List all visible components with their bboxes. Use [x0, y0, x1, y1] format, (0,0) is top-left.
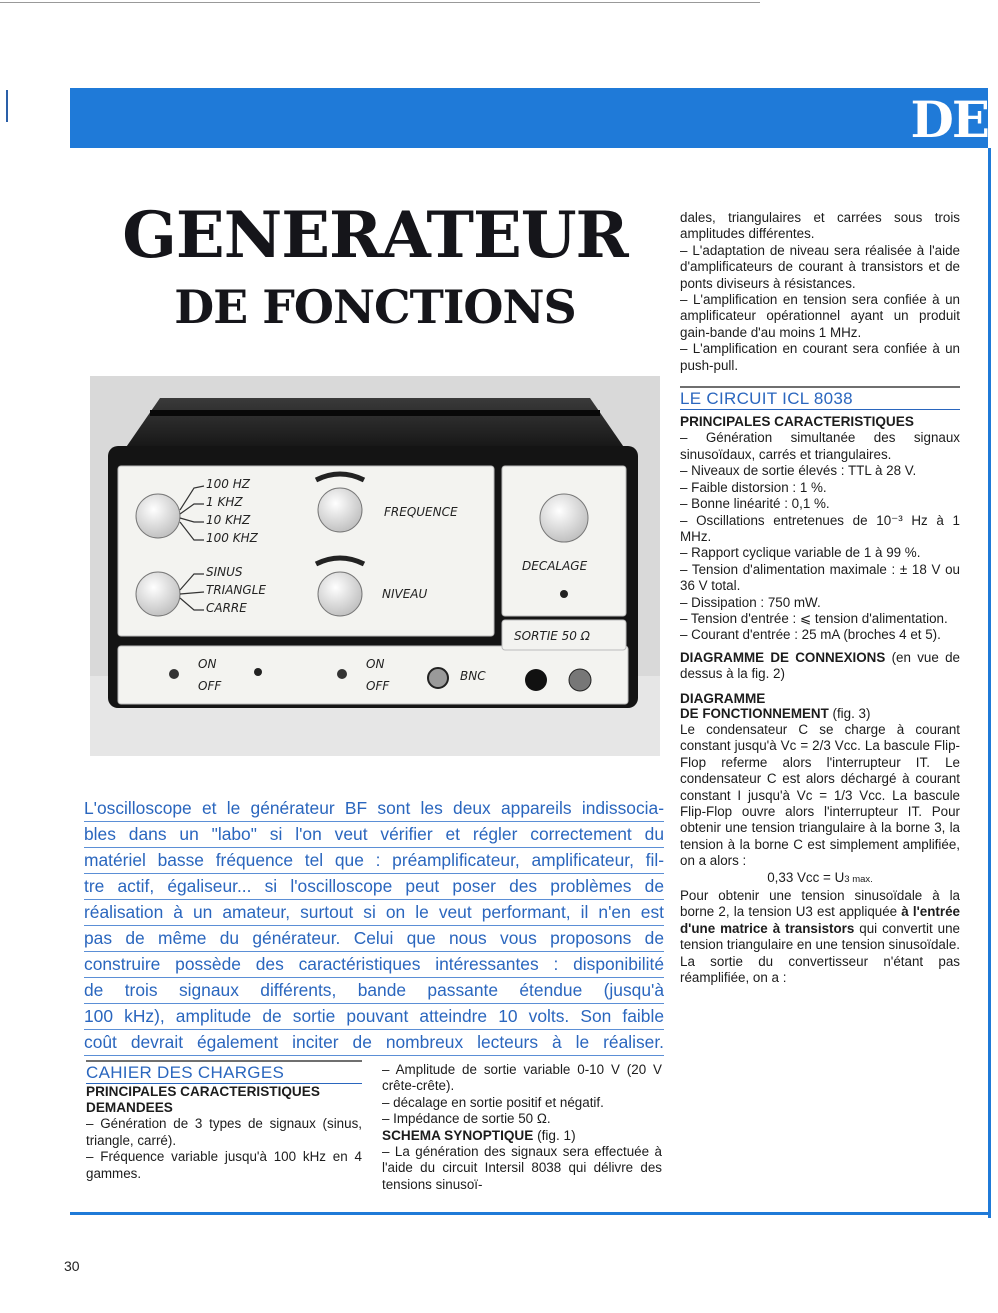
heading-diagramme-connexions: DIAGRAMME DE CONNEXIONS — [680, 649, 886, 665]
level-knob — [318, 572, 362, 616]
spec-item: – Dissipation : 750 mW. — [680, 594, 821, 610]
figure-ref: (fig. 1) — [533, 1127, 576, 1143]
connexions-text: (en vue de dessus à la fig. 2) — [680, 649, 960, 682]
heading-de-fonctionnement: DE FONCTIONNEMENT — [680, 705, 829, 721]
frame-right — [988, 148, 991, 1218]
sinus-bold: à l'entrée d'une matrice à transistors — [680, 904, 960, 936]
header-banner — [70, 88, 988, 148]
wave-label-sinus: SINUS — [206, 565, 243, 579]
generator-photo — [90, 376, 660, 756]
sinus-text-end: qui convertit une tension triangulaire en une tension sinusoïdale. La sortie du convertisseur n'étant pas réamplifiée, on a : — [680, 920, 960, 986]
subheading-principales-caracteristiques: PRINCIPALES CARACTERISTIQUES — [680, 414, 914, 430]
bnc-label: BNC — [460, 669, 486, 683]
intro-line: pas de même du générateur. Celui que nous vous proposons de — [84, 926, 664, 952]
frequency-knob — [318, 488, 362, 532]
top-rule — [0, 2, 760, 3]
formula-triangle — [680, 870, 960, 888]
paragraph: dales, triangulaires et carrées sous trois amplitudes différentes. — [680, 210, 960, 242]
formula-main: 0,33 Vcc = U — [767, 869, 845, 885]
figure-ref: (fig. 3) — [828, 705, 871, 721]
paragraph-generation: – La génération des signaux sera effectuée à l'aide du circuit Intersil 8038 qui délivre des tensions sinusoï- — [382, 1144, 662, 1192]
spec-item: – Rapport cyclique variable de 1 à 99 %. — [680, 545, 921, 561]
section-rule — [86, 1060, 362, 1062]
subheading-principales-demandees: PRINCIPALES CARACTERISTIQUES DEMANDEES — [86, 1084, 320, 1116]
paragraph-sinus — [680, 888, 960, 986]
wave-label-triangle: TRIANGLE — [206, 583, 266, 597]
spec-item: – Niveaux de sortie élevés : TTL à 28 V. — [680, 463, 917, 479]
switch1-on-label: ON — [198, 657, 217, 671]
heading-circuit-icl8038: LE CIRCUIT ICL 8038 — [680, 391, 960, 410]
heading-cahier-des-charges: CAHIER DES CHARGES — [86, 1065, 362, 1084]
output-terminal-red — [569, 669, 591, 691]
level-label: NIVEAU — [382, 587, 428, 601]
intro-line: réalisation à un amateur, surtout si on le veut performant, il n'en est — [84, 900, 664, 926]
margin-mark — [6, 90, 8, 122]
intro-line: construire possède des caractéristiques intéressantes : disponibilité — [84, 952, 664, 978]
heading-diagramme: DIAGRAMME — [680, 690, 766, 706]
list-item: – Fréquence variable jusqu'à 100 kHz en 4 gammes. — [86, 1149, 362, 1181]
list-item: – Impédance de sortie 50 Ω. — [382, 1111, 551, 1127]
range-label-1khz: 1 KHZ — [206, 495, 243, 509]
list-item: – décalage en sortie positif et négatif. — [382, 1094, 604, 1110]
column-circuit — [680, 210, 960, 986]
paragraph: – L'adaptation de niveau sera réalisée à l'aide d'amplificateurs de courant à transistors et de ponts diviseurs à résistances. — [680, 242, 960, 291]
intro-line: matériel basse fréquence tel que : préamplificateur, amplificateur, fil- — [84, 848, 664, 874]
column-cahier — [86, 1060, 362, 1182]
range-knob — [136, 494, 180, 538]
output-label: SORTIE 50 Ω — [514, 629, 590, 643]
section-rule — [680, 386, 960, 388]
offset-label: DECALAGE — [522, 559, 588, 573]
spec-item: – Oscillations entretenues de 10⁻³ Hz à 1 MHz. — [680, 512, 960, 544]
switch1-off-label: OFF — [198, 679, 222, 693]
spec-item: – Tension d'entrée : ⩽ tension d'alimentation. — [680, 610, 948, 626]
list-item: – Amplitude de sortie variable 0-10 V (20 V crête-crête). — [382, 1062, 662, 1094]
heading-schema-synoptique: SCHEMA SYNOPTIQUE — [382, 1127, 534, 1143]
spec-item: – Faible distorsion : 1 %. — [680, 479, 827, 495]
list-item: – Génération de 3 types de signaux (sinus, triangle, carré). — [86, 1116, 362, 1148]
intro-paragraph — [84, 796, 664, 1056]
page-number: 30 — [64, 1258, 80, 1274]
paragraph: – L'amplification en courant sera confiée à un push-pull. — [680, 341, 960, 373]
range-label-100khz: 100 KHZ — [206, 531, 258, 545]
wave-label-carre: CARRE — [206, 601, 247, 615]
switch2-on-label: ON — [366, 657, 385, 671]
banner-text: DE — [910, 90, 988, 149]
output-terminal-black — [525, 669, 547, 691]
paragraph-fonctionnement: Le condensateur C se charge à courant constant jusqu'à Vc = 2/3 Vcc. La bascule Flip-Flop referme alors l'interrupteur IT. Le condensateur C est alors déchargé à courant constant I jusqu'à Vc = 1/3 Vcc. La bascule Flip-Flop ouvre alors l'interrupteur IT. Pour obtenir une tension triangulaire à la borne 3, la tension à la borne C est simplement amplifiée, on a alors : — [680, 721, 960, 869]
frame-bottom — [70, 1212, 991, 1215]
intro-line: 100 kHz), amplitude de sortie pouvant atteindre 10 volts. Son faible — [84, 1004, 664, 1030]
range-label-100hz: 100 HZ — [206, 477, 250, 491]
frequency-label: FREQUENCE — [384, 505, 458, 519]
intro-line: coût devrait également inciter de nombreux lecteurs à le réaliser. — [84, 1030, 664, 1056]
article-subtitle: DE FONCTIONS — [174, 280, 576, 334]
bnc-connector — [428, 668, 448, 688]
spec-item: – Génération simultanée des signaux sinusoïdaux, carrés et triangulaires. — [680, 430, 960, 462]
spec-item: – Tension d'alimentation maximale : ± 18 V ou 36 V total. — [680, 561, 960, 594]
intro-line: tre actif, égaliseur... si l'oscilloscope peut poser des problèmes de — [84, 874, 664, 900]
range-label-10khz: 10 KHZ — [206, 513, 251, 527]
paragraph: – L'amplification en tension sera confiée à un amplificateur opérationnel ayant un produit gain-bande d'au moins 1 MHz. — [680, 292, 960, 340]
offset-knob — [540, 494, 588, 542]
spec-item: – Bonne linéarité : 0,1 %. — [680, 496, 830, 512]
formula-subscript: 3 max. — [844, 873, 873, 885]
column-synoptique — [382, 1062, 662, 1193]
spec-item: – Courant d'entrée : 25 mA (broches 4 et 5). — [680, 627, 941, 643]
intro-line: bles dans un "labo" si l'on veut vérifier et régler correctement du — [84, 822, 664, 848]
intro-line: de trois signaux différents, bande passante étendue (jusqu'à — [84, 978, 664, 1004]
article-title: GENERATEUR — [122, 198, 628, 273]
sinus-text: Pour obtenir une tension sinusoïdale à la borne 2, la tension U3 est appliquée — [680, 888, 960, 920]
intro-line: L'oscilloscope et le générateur BF sont les deux appareils indissocia- — [84, 796, 664, 822]
waveform-knob — [136, 572, 180, 616]
switch2-off-label: OFF — [366, 679, 390, 693]
